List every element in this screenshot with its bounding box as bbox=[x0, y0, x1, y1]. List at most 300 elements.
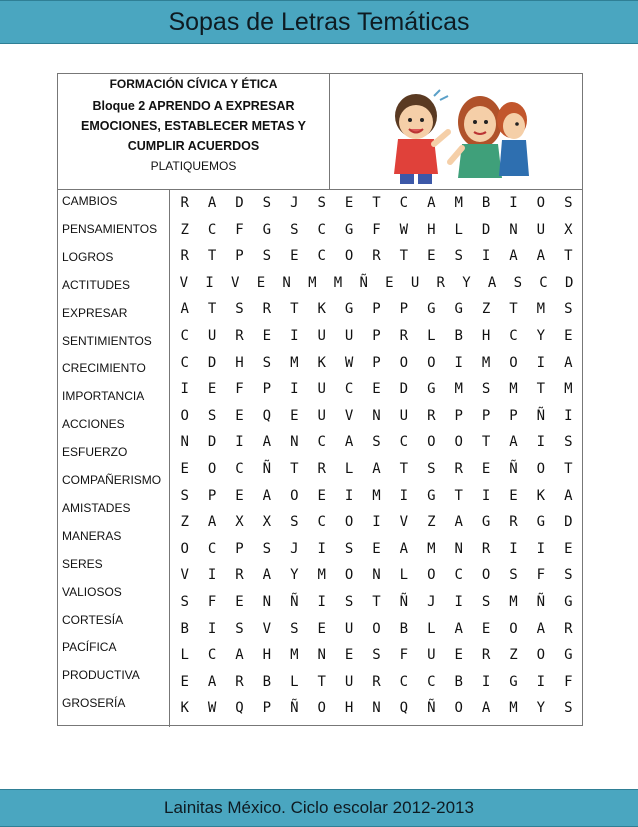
grid-letter[interactable]: C bbox=[207, 221, 217, 238]
grid-letter[interactable]: A bbox=[207, 514, 217, 531]
grid-letter[interactable]: T bbox=[399, 248, 409, 265]
grid-letter[interactable]: V bbox=[399, 514, 409, 531]
grid-letter[interactable]: H bbox=[344, 700, 354, 717]
grid-letter[interactable]: U bbox=[317, 381, 326, 398]
grid-letter[interactable]: O bbox=[509, 620, 518, 637]
grid-letter[interactable]: Z bbox=[180, 221, 189, 238]
grid-letter[interactable]: R bbox=[427, 407, 436, 424]
grid-letter[interactable]: F bbox=[536, 567, 546, 584]
grid-letter[interactable]: S bbox=[372, 647, 381, 664]
grid-letter[interactable]: E bbox=[454, 647, 463, 664]
grid-letter[interactable]: A bbox=[262, 567, 272, 584]
grid-letter[interactable]: S bbox=[235, 620, 244, 637]
grid-letter[interactable]: N bbox=[372, 567, 381, 584]
grid-letter[interactable]: M bbox=[333, 274, 343, 291]
grid-letter[interactable]: C bbox=[454, 567, 463, 584]
grid-letter[interactable]: I bbox=[509, 540, 518, 557]
grid-letter[interactable]: M bbox=[454, 195, 463, 211]
grid-letter[interactable]: E bbox=[235, 487, 244, 504]
grid-letter[interactable]: S bbox=[180, 487, 189, 504]
grid-letter[interactable]: D bbox=[207, 354, 217, 371]
grid-letter[interactable]: Ñ bbox=[290, 594, 299, 610]
grid-letter[interactable]: U bbox=[536, 221, 546, 238]
grid-letter[interactable]: I bbox=[509, 195, 518, 211]
grid-letter[interactable]: R bbox=[509, 514, 518, 531]
grid-letter[interactable]: Z bbox=[481, 301, 491, 318]
grid-letter[interactable]: O bbox=[481, 567, 491, 584]
grid-letter[interactable]: O bbox=[509, 354, 518, 371]
grid-letter[interactable]: R bbox=[481, 647, 491, 664]
grid-letter[interactable]: J bbox=[290, 195, 299, 211]
grid-letter[interactable]: I bbox=[317, 594, 326, 610]
grid-letter[interactable]: A bbox=[262, 487, 272, 504]
grid-letter[interactable]: I bbox=[290, 381, 299, 398]
grid-letter[interactable]: S bbox=[290, 221, 299, 238]
grid-letter[interactable]: R bbox=[317, 461, 326, 477]
grid-letter[interactable]: Q bbox=[235, 700, 244, 717]
grid-letter[interactable]: S bbox=[262, 354, 272, 371]
grid-letter[interactable]: T bbox=[399, 461, 409, 477]
grid-letter[interactable]: T bbox=[207, 301, 217, 318]
grid-letter[interactable]: M bbox=[509, 381, 518, 398]
grid-letter[interactable]: A bbox=[207, 673, 217, 690]
grid-letter[interactable]: C bbox=[317, 248, 326, 265]
grid-letter[interactable]: S bbox=[564, 700, 573, 717]
grid-letter[interactable]: F bbox=[207, 594, 217, 610]
grid-letter[interactable]: I bbox=[481, 487, 491, 504]
grid-letter[interactable]: B bbox=[454, 328, 463, 344]
grid-letter[interactable]: S bbox=[262, 540, 272, 557]
grid-letter[interactable]: V bbox=[231, 274, 240, 291]
grid-letter[interactable]: C bbox=[180, 354, 189, 371]
grid-letter[interactable]: S bbox=[564, 195, 573, 211]
grid-letter[interactable]: E bbox=[564, 540, 573, 557]
grid-letter[interactable]: Ñ bbox=[399, 594, 409, 610]
grid-letter[interactable]: A bbox=[481, 700, 491, 717]
grid-letter[interactable]: A bbox=[262, 434, 272, 451]
grid-letter[interactable]: S bbox=[290, 514, 299, 531]
grid-letter[interactable]: E bbox=[290, 407, 299, 424]
grid-letter[interactable]: Y bbox=[536, 328, 546, 344]
grid-letter[interactable]: Q bbox=[262, 407, 272, 424]
grid-letter[interactable]: U bbox=[344, 673, 354, 690]
grid-letter[interactable]: C bbox=[399, 434, 409, 451]
grid-letter[interactable]: C bbox=[207, 647, 217, 664]
grid-letter[interactable]: P bbox=[509, 407, 518, 424]
grid-letter[interactable]: G bbox=[536, 514, 546, 531]
grid-letter[interactable]: C bbox=[509, 328, 518, 344]
grid-letter[interactable]: O bbox=[180, 540, 189, 557]
grid-letter[interactable]: M bbox=[308, 274, 317, 291]
grid-letter[interactable]: E bbox=[509, 487, 518, 504]
grid-letter[interactable]: P bbox=[207, 487, 217, 504]
grid-letter[interactable]: Ñ bbox=[359, 274, 368, 291]
grid-letter[interactable]: R bbox=[372, 248, 381, 265]
grid-letter[interactable]: K bbox=[317, 354, 326, 371]
grid-letter[interactable]: G bbox=[344, 221, 354, 238]
grid-letter[interactable]: A bbox=[509, 248, 518, 265]
grid-letter[interactable]: V bbox=[180, 567, 189, 584]
grid-letter[interactable]: T bbox=[317, 673, 326, 690]
grid-letter[interactable]: Ñ bbox=[509, 461, 518, 477]
grid-letter[interactable]: G bbox=[454, 301, 463, 318]
grid-letter[interactable]: K bbox=[536, 487, 546, 504]
grid-letter[interactable]: T bbox=[290, 301, 299, 318]
grid-letter[interactable]: E bbox=[235, 407, 244, 424]
grid-letter[interactable]: I bbox=[481, 673, 491, 690]
grid-letter[interactable]: L bbox=[180, 647, 189, 664]
grid-letter[interactable]: E bbox=[372, 540, 381, 557]
grid-letter[interactable]: R bbox=[235, 673, 244, 690]
grid-letter[interactable]: R bbox=[481, 540, 491, 557]
grid-letter[interactable]: M bbox=[509, 594, 518, 610]
grid-letter[interactable]: A bbox=[372, 461, 381, 477]
grid-letter[interactable]: I bbox=[564, 407, 573, 424]
grid-letter[interactable]: U bbox=[344, 328, 354, 344]
grid-letter[interactable]: L bbox=[427, 328, 436, 344]
grid-letter[interactable]: T bbox=[454, 487, 463, 504]
grid-letter[interactable]: A bbox=[344, 434, 354, 451]
grid-letter[interactable]: X bbox=[262, 514, 272, 531]
grid-letter[interactable]: R bbox=[235, 567, 244, 584]
grid-letter[interactable]: R bbox=[180, 248, 189, 265]
grid-letter[interactable]: B bbox=[262, 673, 272, 690]
grid-letter[interactable]: N bbox=[180, 434, 189, 451]
grid-letter[interactable]: G bbox=[481, 514, 491, 531]
grid-letter[interactable]: E bbox=[385, 274, 394, 291]
grid-letter[interactable]: O bbox=[427, 354, 436, 371]
grid-letter[interactable]: P bbox=[372, 354, 381, 371]
grid-letter[interactable]: Ñ bbox=[290, 700, 299, 717]
grid-letter[interactable]: N bbox=[509, 221, 518, 238]
grid-letter[interactable]: Z bbox=[509, 647, 518, 664]
grid-letter[interactable]: O bbox=[372, 620, 381, 637]
grid-letter[interactable]: R bbox=[372, 673, 381, 690]
grid-letter[interactable]: I bbox=[454, 354, 463, 371]
grid-letter[interactable]: T bbox=[536, 381, 546, 398]
grid-letter[interactable]: E bbox=[180, 461, 189, 477]
grid-letter[interactable]: T bbox=[372, 594, 381, 610]
grid-letter[interactable]: E bbox=[481, 620, 491, 637]
grid-letter[interactable]: G bbox=[564, 594, 573, 610]
grid-letter[interactable]: A bbox=[399, 540, 409, 557]
grid-letter[interactable]: Ñ bbox=[427, 700, 436, 717]
grid-letter[interactable]: S bbox=[344, 594, 354, 610]
grid-letter[interactable]: L bbox=[344, 461, 354, 477]
grid-letter[interactable]: N bbox=[317, 647, 326, 664]
grid-letter[interactable]: A bbox=[454, 620, 463, 637]
grid-letter[interactable]: U bbox=[427, 647, 436, 664]
grid-letter[interactable]: O bbox=[399, 354, 409, 371]
grid-letter[interactable]: S bbox=[290, 620, 299, 637]
grid-letter[interactable]: P bbox=[372, 328, 381, 344]
grid-letter[interactable]: E bbox=[317, 487, 326, 504]
grid-letter[interactable]: N bbox=[290, 434, 299, 451]
grid-letter[interactable]: U bbox=[344, 620, 354, 637]
grid-letter[interactable]: G bbox=[344, 301, 354, 318]
grid-letter[interactable]: O bbox=[427, 434, 436, 451]
grid-letter[interactable]: L bbox=[399, 567, 409, 584]
grid-letter[interactable]: P bbox=[481, 407, 491, 424]
grid-letter[interactable]: H bbox=[235, 354, 244, 371]
grid-letter[interactable]: C bbox=[317, 221, 326, 238]
grid-letter[interactable]: I bbox=[205, 274, 214, 291]
grid-letter[interactable]: N bbox=[454, 540, 463, 557]
grid-letter[interactable]: A bbox=[564, 354, 573, 371]
grid-letter[interactable]: I bbox=[536, 434, 546, 451]
grid-letter[interactable]: L bbox=[427, 620, 436, 637]
grid-letter[interactable]: L bbox=[290, 673, 299, 690]
grid-letter[interactable]: Ñ bbox=[536, 594, 546, 610]
grid-letter[interactable]: T bbox=[290, 461, 299, 477]
grid-letter[interactable]: J bbox=[427, 594, 436, 610]
grid-letter[interactable]: G bbox=[427, 301, 436, 318]
grid-letter[interactable]: Z bbox=[427, 514, 436, 531]
grid-letter[interactable]: K bbox=[317, 301, 326, 318]
grid-letter[interactable]: E bbox=[290, 248, 299, 265]
grid-letter[interactable]: F bbox=[564, 673, 573, 690]
grid-letter[interactable]: S bbox=[481, 381, 491, 398]
grid-letter[interactable]: S bbox=[372, 434, 381, 451]
grid-letter[interactable]: O bbox=[454, 700, 463, 717]
grid-letter[interactable]: P bbox=[262, 381, 272, 398]
grid-letter[interactable]: F bbox=[399, 647, 409, 664]
grid-letter[interactable]: U bbox=[207, 328, 217, 344]
grid-letter[interactable]: P bbox=[262, 700, 272, 717]
grid-letter[interactable]: Ñ bbox=[262, 461, 272, 477]
grid-letter[interactable]: O bbox=[207, 461, 217, 477]
grid-letter[interactable]: I bbox=[180, 381, 189, 398]
grid-letter[interactable]: M bbox=[564, 381, 573, 398]
grid-letter[interactable]: I bbox=[372, 514, 381, 531]
grid-letter[interactable]: T bbox=[481, 434, 491, 451]
grid-letter[interactable]: B bbox=[399, 620, 409, 637]
grid-letter[interactable]: B bbox=[481, 195, 491, 211]
grid-letter[interactable]: A bbox=[235, 647, 244, 664]
grid-letter[interactable]: R bbox=[436, 274, 445, 291]
grid-letter[interactable]: S bbox=[564, 434, 573, 451]
grid-letter[interactable]: T bbox=[207, 248, 217, 265]
grid-letter[interactable]: E bbox=[427, 248, 436, 265]
grid-letter[interactable]: A bbox=[454, 514, 463, 531]
grid-letter[interactable]: G bbox=[509, 673, 518, 690]
grid-letter[interactable]: O bbox=[427, 567, 436, 584]
grid-letter[interactable]: O bbox=[536, 195, 546, 211]
grid-letter[interactable]: M bbox=[317, 567, 326, 584]
grid-letter[interactable]: A bbox=[207, 195, 217, 211]
grid-letter[interactable]: F bbox=[372, 221, 381, 238]
grid-letter[interactable]: I bbox=[207, 620, 217, 637]
grid-letter[interactable]: C bbox=[399, 673, 409, 690]
grid-letter[interactable]: X bbox=[235, 514, 244, 531]
grid-letter[interactable]: M bbox=[509, 700, 518, 717]
grid-letter[interactable]: C bbox=[317, 434, 326, 451]
grid-letter[interactable]: P bbox=[235, 540, 244, 557]
grid-letter[interactable]: S bbox=[564, 567, 573, 584]
grid-letter[interactable]: S bbox=[207, 407, 217, 424]
grid-letter[interactable]: S bbox=[454, 248, 463, 265]
grid-letter[interactable]: I bbox=[536, 673, 546, 690]
grid-letter[interactable]: U bbox=[317, 407, 326, 424]
grid-letter[interactable]: Y bbox=[290, 567, 299, 584]
grid-letter[interactable]: I bbox=[399, 487, 409, 504]
grid-letter[interactable]: S bbox=[180, 594, 189, 610]
grid-letter[interactable]: S bbox=[262, 248, 272, 265]
grid-letter[interactable]: P bbox=[235, 248, 244, 265]
grid-letter[interactable]: M bbox=[536, 301, 546, 318]
grid-letter[interactable]: B bbox=[180, 620, 189, 637]
grid-letter[interactable]: M bbox=[290, 354, 299, 371]
grid-letter[interactable]: I bbox=[536, 540, 546, 557]
grid-letter[interactable]: E bbox=[235, 594, 244, 610]
grid-letter[interactable]: O bbox=[344, 567, 354, 584]
grid-letter[interactable]: P bbox=[399, 301, 409, 318]
grid-letter[interactable]: S bbox=[262, 195, 272, 211]
grid-letter[interactable]: A bbox=[509, 434, 518, 451]
grid-letter[interactable]: G bbox=[262, 221, 272, 238]
grid-letter[interactable]: M bbox=[290, 647, 299, 664]
grid-letter[interactable]: C bbox=[344, 381, 354, 398]
grid-letter[interactable]: E bbox=[564, 328, 573, 344]
grid-letter[interactable]: T bbox=[509, 301, 518, 318]
grid-letter[interactable]: Ñ bbox=[536, 407, 546, 424]
grid-letter[interactable]: S bbox=[235, 301, 244, 318]
grid-letter[interactable]: W bbox=[399, 221, 409, 238]
grid-letter[interactable]: R bbox=[180, 195, 189, 211]
grid-letter[interactable]: D bbox=[564, 514, 573, 531]
grid-letter[interactable]: Z bbox=[180, 514, 189, 531]
grid-letter[interactable]: I bbox=[481, 248, 491, 265]
grid-letter[interactable]: E bbox=[344, 195, 354, 211]
grid-letter[interactable]: O bbox=[317, 700, 326, 717]
grid-letter[interactable]: S bbox=[481, 594, 491, 610]
grid-letter[interactable]: M bbox=[372, 487, 381, 504]
grid-letter[interactable]: C bbox=[317, 514, 326, 531]
grid-letter[interactable]: E bbox=[344, 647, 354, 664]
grid-letter[interactable]: O bbox=[454, 434, 463, 451]
grid-letter[interactable]: I bbox=[317, 540, 326, 557]
grid-letter[interactable]: A bbox=[180, 301, 189, 318]
grid-letter[interactable]: D bbox=[207, 434, 217, 451]
grid-letter[interactable]: S bbox=[564, 301, 573, 318]
grid-letter[interactable]: J bbox=[290, 540, 299, 557]
grid-letter[interactable]: N bbox=[282, 274, 291, 291]
grid-letter[interactable]: C bbox=[235, 461, 244, 477]
grid-letter[interactable]: U bbox=[399, 407, 409, 424]
grid-letter[interactable]: V bbox=[344, 407, 354, 424]
grid-letter[interactable]: M bbox=[427, 540, 436, 557]
grid-letter[interactable]: O bbox=[180, 407, 189, 424]
grid-letter[interactable]: V bbox=[262, 620, 272, 637]
grid-letter[interactable]: A bbox=[536, 620, 546, 637]
grid-letter[interactable]: K bbox=[180, 700, 189, 717]
grid-letter[interactable]: I bbox=[207, 567, 217, 584]
grid-letter[interactable]: U bbox=[410, 274, 420, 291]
grid-letter[interactable]: R bbox=[399, 328, 409, 344]
grid-letter[interactable]: M bbox=[454, 381, 463, 398]
grid-letter[interactable]: E bbox=[317, 620, 326, 637]
grid-letter[interactable]: S bbox=[509, 567, 518, 584]
grid-letter[interactable]: N bbox=[372, 407, 381, 424]
grid-letter[interactable]: B bbox=[454, 673, 463, 690]
grid-letter[interactable]: G bbox=[427, 381, 436, 398]
grid-letter[interactable]: D bbox=[481, 221, 491, 238]
grid-letter[interactable]: I bbox=[344, 487, 354, 504]
grid-letter[interactable]: E bbox=[372, 381, 381, 398]
grid-letter[interactable]: F bbox=[235, 221, 244, 238]
grid-letter[interactable]: C bbox=[539, 274, 548, 291]
grid-letter[interactable]: G bbox=[427, 487, 436, 504]
grid-letter[interactable]: H bbox=[481, 328, 491, 344]
grid-letter[interactable]: W bbox=[207, 700, 217, 717]
grid-letter[interactable]: Y bbox=[536, 700, 546, 717]
grid-letter[interactable]: E bbox=[481, 461, 491, 477]
grid-letter[interactable]: E bbox=[256, 274, 266, 291]
grid-letter[interactable]: T bbox=[564, 248, 573, 265]
grid-letter[interactable]: L bbox=[454, 221, 463, 238]
grid-letter[interactable]: R bbox=[262, 301, 272, 318]
grid-letter[interactable]: F bbox=[235, 381, 244, 398]
grid-letter[interactable]: Y bbox=[462, 274, 471, 291]
grid-letter[interactable]: H bbox=[262, 647, 272, 664]
grid-letter[interactable]: I bbox=[290, 328, 299, 344]
grid-letter[interactable]: D bbox=[399, 381, 409, 398]
grid-letter[interactable]: R bbox=[564, 620, 573, 637]
grid-letter[interactable]: U bbox=[317, 328, 326, 344]
grid-letter[interactable]: E bbox=[207, 381, 217, 398]
grid-letter[interactable]: M bbox=[481, 354, 491, 371]
grid-letter[interactable]: O bbox=[536, 647, 546, 664]
grid-letter[interactable]: W bbox=[344, 354, 354, 371]
grid-letter[interactable]: S bbox=[513, 274, 522, 291]
grid-letter[interactable]: D bbox=[235, 195, 244, 211]
grid-letter[interactable]: A bbox=[564, 487, 573, 504]
grid-letter[interactable]: C bbox=[399, 195, 409, 211]
grid-letter[interactable]: A bbox=[536, 248, 546, 265]
grid-letter[interactable]: A bbox=[427, 195, 436, 211]
grid-letter[interactable]: H bbox=[427, 221, 436, 238]
grid-letter[interactable]: C bbox=[207, 540, 217, 557]
grid-letter[interactable]: R bbox=[235, 328, 244, 344]
grid-letter[interactable]: V bbox=[179, 274, 189, 291]
grid-letter[interactable]: D bbox=[564, 274, 574, 291]
grid-letter[interactable]: O bbox=[344, 514, 354, 531]
grid-letter[interactable]: X bbox=[564, 221, 573, 238]
grid-letter[interactable]: I bbox=[235, 434, 244, 451]
grid-letter[interactable]: P bbox=[372, 301, 381, 318]
grid-letter[interactable]: C bbox=[427, 673, 436, 690]
grid-letter[interactable]: O bbox=[536, 461, 546, 477]
grid-letter[interactable]: O bbox=[290, 487, 299, 504]
grid-letter[interactable]: G bbox=[564, 647, 573, 664]
grid-letter[interactable]: S bbox=[344, 540, 354, 557]
grid-letter[interactable]: T bbox=[372, 195, 381, 211]
grid-letter[interactable]: C bbox=[180, 328, 189, 344]
grid-letter[interactable]: E bbox=[180, 673, 189, 690]
grid-letter[interactable]: T bbox=[564, 461, 573, 477]
grid-letter[interactable]: S bbox=[427, 461, 436, 477]
grid-letter[interactable]: E bbox=[262, 328, 272, 344]
grid-letter[interactable]: A bbox=[487, 274, 497, 291]
grid-letter[interactable]: I bbox=[454, 594, 463, 610]
grid-letter[interactable]: N bbox=[262, 594, 272, 610]
grid-letter[interactable]: I bbox=[536, 354, 546, 371]
grid-letter[interactable]: R bbox=[454, 461, 463, 477]
grid-letter[interactable]: S bbox=[317, 195, 326, 211]
grid-letter[interactable]: O bbox=[344, 248, 354, 265]
grid-letter[interactable]: P bbox=[454, 407, 463, 424]
grid-letter[interactable]: Q bbox=[399, 700, 409, 717]
